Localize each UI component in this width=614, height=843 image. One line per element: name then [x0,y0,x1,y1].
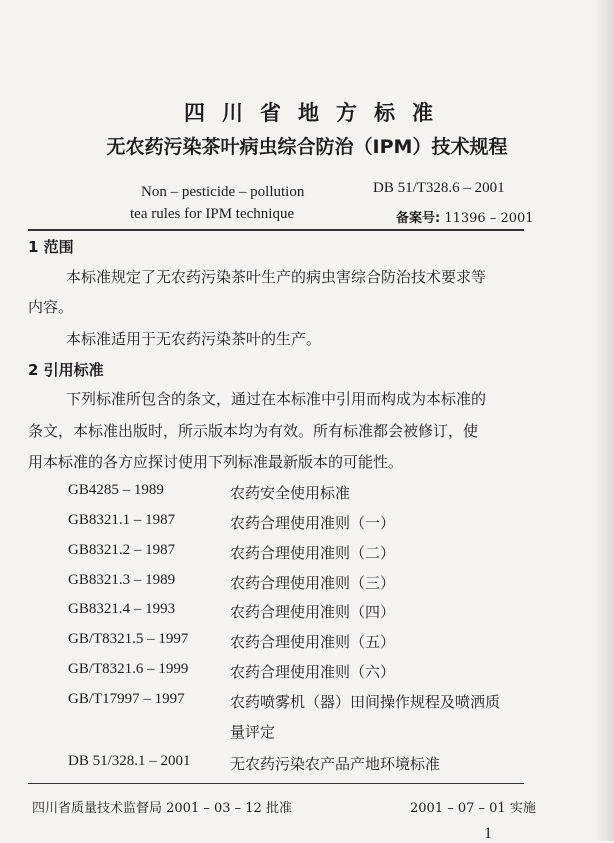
section-2-paragraph-line-3: 用本标准的各方应探讨使用下列标准最新版本的可能性。 [28,453,404,471]
reference-code: GB/T8321.6 – 1999 [68,661,189,677]
reference-name: 农药喷雾机（器）田间操作规程及喷洒质 [230,693,501,711]
reference-code: GB4285 – 1989 [68,482,164,498]
reference-code: GB8321.4 – 1993 [68,601,176,617]
reference-code: GB8321.3 – 1989 [68,572,176,588]
reference-name: 农药合理使用准则（六） [230,663,396,681]
page-number: 1 [484,825,492,842]
filing-number: 11396 – 2001 [444,211,534,226]
implementation-date: 2001 – 07 – 01 实施 [410,801,536,816]
section-2-heading: 2 引用标准 [28,361,104,379]
reference-name: 农药安全使用标准 [230,484,351,502]
section-1-paragraph-1-line-2: 内容。 [28,298,74,316]
reference-code: GB8321.1 – 1987 [68,512,176,528]
english-title-line-1: Non – pesticide – pollution [141,184,305,200]
reference-code: GB/T8321.5 – 1997 [68,631,189,647]
reference-name: 农药合理使用准则（三） [230,574,396,592]
filing-label: 备案号: [396,211,441,226]
reference-name: 农药合理使用准则（四） [230,603,396,621]
section-1-heading: 1 范围 [28,238,74,256]
reference-code: GB8321.2 – 1987 [68,542,176,558]
reference-name: 无农药污染农产品产地环境标准 [230,755,441,773]
standard-category-title: 四川省地方标准 [184,101,450,125]
document-title: 无农药污染茶叶病虫综合防治（IPM）技术规程 [106,136,508,158]
reference-name: 农药合理使用准则（一） [230,514,396,532]
header-divider [28,229,524,231]
filing-record [396,207,534,226]
section-2-paragraph-line-2: 条文，本标准出版时，所示版本均为有效。所有标准都会被修订，使 [28,422,479,440]
standard-number: DB 51/T328.6 – 2001 [373,180,505,196]
reference-name-continuation: 量评定 [230,723,276,741]
issued-date: 四川省质量技术监督局 2001 – 03 – 12 批准 [32,801,292,816]
english-title-line-2: tea rules for IPM technique [130,206,295,222]
reference-name: 农药合理使用准则（五） [230,633,396,651]
section-1-paragraph-1-line-1: 本标准规定了无农药污染茶叶生产的病虫害综合防治技术要求等 [66,268,487,286]
reference-name: 农药合理使用准则（二） [230,544,396,562]
reference-code: DB 51/328.1 – 2001 [68,753,191,769]
reference-code: GB/T17997 – 1997 [68,691,185,707]
section-1-paragraph-2: 本标准适用于无农药污染茶叶的生产。 [66,330,322,348]
footer-divider [28,783,524,784]
section-2-paragraph-line-1: 下列标准所包含的条文，通过在本标准中引用而构成为本标准的 [66,390,487,408]
